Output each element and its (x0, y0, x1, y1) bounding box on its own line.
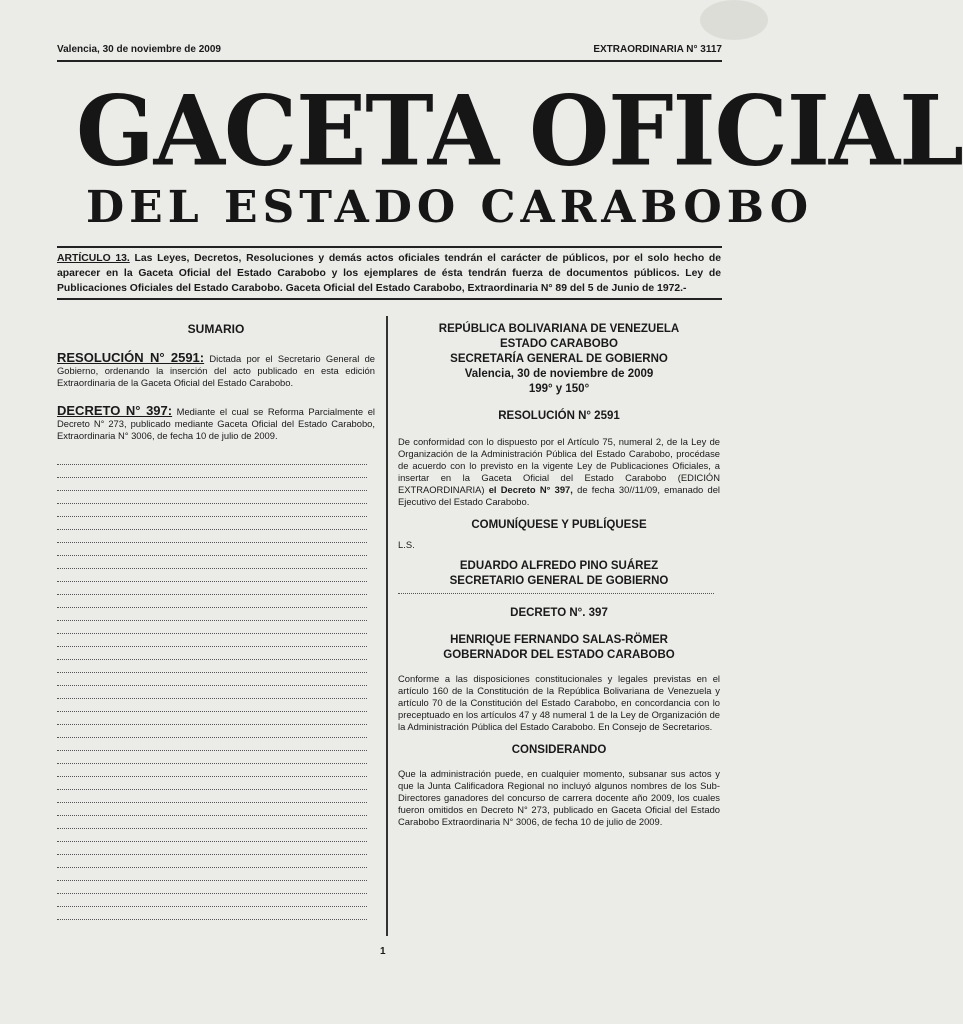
articulo-label: ARTÍCULO 13. (57, 253, 130, 264)
dotted-line (57, 452, 367, 465)
dotted-line (57, 673, 367, 686)
masthead-rule (57, 246, 722, 248)
header-date: Valencia, 30 de noviembre de 2009 (57, 44, 221, 55)
sumario-item-text: Dictada por el Secretario General de Gobierno, ordenando la inserción del acto publicado en esta edición Extraordinaria de la Gaceta Oficial del Estado Carabobo. (57, 353, 375, 388)
dotted-line (57, 855, 367, 868)
resolucion-body-bold: el Decreto N° 397, (488, 484, 573, 495)
masthead-subtitle: DEL ESTADO CARABOBO (86, 182, 814, 233)
dotted-line (57, 660, 367, 673)
dotted-line (57, 699, 367, 712)
articulo-text: Las Leyes, Decretos, Resoluciones y demás actos oficiales tendrán el carácter de públicos, por el solo hecho de aparecer en la Gaceta Oficial del Estado Carabobo y los ejemplares de ésta tendrán fuerza de documentos públicos. Ley de Publicaciones Oficiales del Estado Carabobo. Gaceta Oficial del Estado Carabobo, Extraordinaria N° 89 del 5 de Junio de 1972.- (57, 253, 721, 294)
dotted-line (57, 543, 367, 556)
dotted-line (57, 504, 367, 517)
gobernador-cargo: GOBERNADOR DEL ESTADO CARABOBO (443, 649, 675, 661)
decreto-number: DECRETO N°. 397 (510, 607, 608, 619)
section-separator (398, 593, 714, 594)
masthead-title: GACETA OFICIAL (76, 74, 963, 188)
secretaria-heading: SECRETARÍA GENERAL DE GOBIERNO (450, 353, 668, 365)
dotted-line (57, 582, 367, 595)
articulo-rule (57, 298, 722, 300)
resolucion-date: Valencia, 30 de noviembre de 2009 (464, 368, 654, 380)
resolucion-body (398, 436, 720, 508)
sumario-item-head: DECRETO N° 397: (57, 403, 173, 418)
dotted-line (57, 530, 367, 543)
dotted-line (57, 647, 367, 660)
dotted-line (57, 595, 367, 608)
articulo-13-notice (57, 251, 721, 296)
dotted-line (57, 569, 367, 582)
dotted-line (57, 894, 367, 907)
dotted-line (57, 465, 367, 478)
republica-heading: REPÚBLICA BOLIVARIANA DE VENEZUELA (438, 323, 680, 335)
sumario-item-text: Mediante el cual se Reforma Parcialmente el Decreto N° 273, publicado mediante Gaceta Oficial del Estado Carabobo, Extraordinaria N° 3006, de fecha 10 de julio de 2009. (57, 406, 376, 441)
dotted-line (57, 725, 367, 738)
dotted-line (57, 842, 367, 855)
comuniquese-heading: COMUNÍQUESE Y PUBLÍQUESE (471, 519, 647, 531)
column-divider (386, 316, 388, 936)
resolucion-body-2: de fecha 30//11/09, emanado del Ejecutivo del Estado Carabobo. (398, 484, 721, 507)
dotted-line (57, 829, 367, 842)
considerando-paragraph: Que la administración puede, en cualquier momento, subsanar sus actos y que la Junta Calificadora Regional no incluyó algunos nombres de los Sub-Directores ganadores del concurso de carrera docente año 2009, los cuales fueron omitidos en Decreto N° 273, publicado en Gaceta Oficial del Estado Carabobo Extraordinaria N° 3006, de fecha 10 de julio de 2009. (398, 768, 720, 827)
dotted-line (57, 816, 367, 829)
conforme-paragraph: Conforme a las disposiciones constitucionales y legales previstas en el artículo 160 de la Constitución de la República Bolivariana de Venezuela y artículo 70 de la Constitución del Estado Carabobo, en concordancia con lo preceptuado en los artículos 47 y 48 numeral 1 de la Ley de Organización de la Administración Pública del Estado Carabobo. En Consejo de Secretarios. (398, 673, 720, 732)
sumario-item (57, 405, 375, 442)
dotted-line (57, 712, 367, 725)
firmante-name: EDUARDO ALFREDO PINO SUÁREZ (459, 560, 659, 572)
dotted-line (57, 907, 367, 920)
dotted-line (57, 751, 367, 764)
dotted-line (57, 556, 367, 569)
sumario-column (57, 322, 375, 920)
dotted-line (57, 881, 367, 894)
header-bar (57, 44, 722, 60)
resolucion-column (398, 322, 720, 828)
sumario-item (57, 352, 375, 389)
dotted-line (57, 491, 367, 504)
dotted-line (57, 790, 367, 803)
dotted-line (57, 478, 367, 491)
dotted-line (57, 621, 367, 634)
resolucion-number: RESOLUCIÓN N° 2591 (498, 410, 620, 422)
dotted-line (57, 686, 367, 699)
page-number: 1 (380, 946, 386, 957)
dotted-line (57, 777, 367, 790)
dotted-filler (57, 452, 375, 920)
resolucion-body-1: De conformidad con lo dispuesto por el Artículo 75, numeral 2, de la Ley de Organización de la Administración Pública del Estado Carabobo, procédase de acuerdo con lo previsto en la vigente Ley de Publicaciones Oficiales, a insertar en la Gaceta Oficial del Estado Carabobo (EDICIÓN EXTRAORDINARIA) (398, 436, 720, 495)
paper-stain (700, 0, 768, 40)
dotted-line (57, 738, 367, 751)
estado-heading: ESTADO CARABOBO (500, 338, 618, 350)
header-edition: EXTRAORDINARIA N° 3117 (593, 44, 722, 55)
resolucion-years: 199° y 150° (528, 383, 590, 395)
header-rule (57, 60, 722, 62)
dotted-line (57, 517, 367, 530)
dotted-line (57, 764, 367, 777)
gobernador-name: HENRIQUE FERNANDO SALAS-RÖMER (450, 634, 668, 646)
dotted-line (57, 868, 367, 881)
dotted-line (57, 634, 367, 647)
dotted-line (57, 608, 367, 621)
considerando-heading: CONSIDERANDO (511, 744, 607, 756)
firmante-cargo: SECRETARIO GENERAL DE GOBIERNO (449, 575, 669, 587)
dotted-line (57, 803, 367, 816)
sumario-item-head: RESOLUCIÓN N° 2591: (57, 350, 205, 365)
ls-mark: L.S. (398, 539, 415, 550)
sumario-title: SUMARIO (187, 322, 245, 336)
